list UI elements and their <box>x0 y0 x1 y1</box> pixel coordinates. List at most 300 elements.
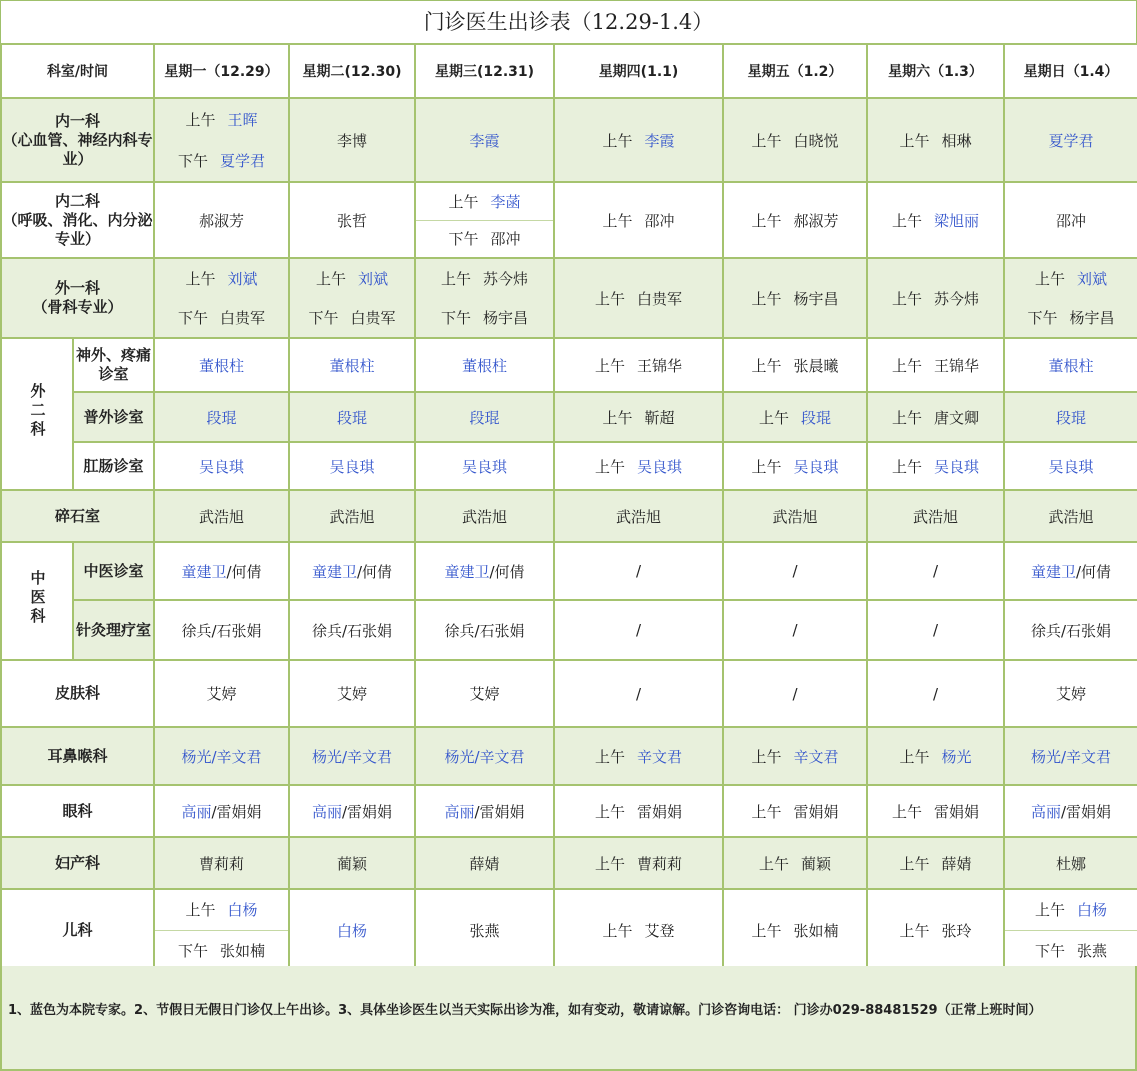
session-label: 上午 <box>751 921 782 940</box>
schedule-cell <box>1004 727 1137 785</box>
doctor-name: 童建卫 <box>311 562 357 581</box>
doctor-name: 雷娟娟 <box>347 802 393 821</box>
doctor-name: 李菡 <box>490 192 521 211</box>
doctor-name: 董根柱 <box>329 356 375 375</box>
session-label: 下午 <box>448 230 479 249</box>
schedule-cell <box>1004 600 1137 660</box>
doctor-name: 杨宇昌 <box>1069 309 1115 327</box>
doctor-name: 蔺颖 <box>801 854 832 873</box>
doctor-name: 张晨曦 <box>793 356 839 375</box>
dept-zhongyi-clinic: 中医诊室 <box>73 542 154 600</box>
row-suishi <box>1 490 1137 542</box>
dept-pifu: 皮肤科 <box>1 660 154 727</box>
doctor-name: 董根柱 <box>461 356 507 375</box>
row-neike2 <box>1 182 1137 258</box>
doctor-name: 童建卫 <box>1030 562 1076 581</box>
schedule-cell <box>154 490 289 542</box>
doctor-name: 艾登 <box>644 921 675 940</box>
schedule-cell <box>1004 660 1137 727</box>
schedule-cell <box>723 392 867 442</box>
schedule-cell <box>867 727 1004 785</box>
doctor-name: 杨光/辛文君 <box>444 747 525 766</box>
dept-shenwai: 神外、疼痛诊室 <box>73 338 154 392</box>
doctor-name: 何倩 <box>1081 562 1112 581</box>
row-fuchan <box>1 837 1137 889</box>
schedule-cell <box>723 837 867 889</box>
schedule-cell <box>154 785 289 837</box>
doctor-name: / <box>635 562 642 580</box>
doctor-name: 白杨 <box>227 901 258 920</box>
am-pm-cell <box>416 183 553 257</box>
doctor-name: 吴良琪 <box>934 457 980 476</box>
doctor-name: 靳超 <box>644 408 675 427</box>
schedule-cell <box>554 837 723 889</box>
doctor-name: 雷娟娟 <box>1066 802 1112 821</box>
doctor-name: 郝淑芳 <box>198 211 244 230</box>
session-label: 上午 <box>602 211 633 230</box>
schedule-cell <box>154 727 289 785</box>
schedule-cell <box>867 338 1004 392</box>
schedule-cell <box>415 837 554 889</box>
schedule-cell <box>867 258 1004 338</box>
separator: / <box>226 562 232 581</box>
doctor-name: 张如楠 <box>220 941 266 960</box>
schedule-cell <box>554 182 723 258</box>
doctor-name: 蔺颖 <box>336 854 367 873</box>
dept-zhenjiu: 针灸理疗室 <box>73 600 154 660</box>
schedule-cell <box>415 660 554 727</box>
doctor-name: 吴良琪 <box>793 457 839 476</box>
schedule-cell <box>289 490 415 542</box>
separator: / <box>489 562 495 581</box>
session-label: 下午 <box>177 941 208 960</box>
header-day-3: 星期三(12.31) <box>415 44 554 98</box>
doctor-name: 杨宇昌 <box>793 289 839 308</box>
session-label: 上午 <box>899 747 930 766</box>
schedule-cell <box>154 338 289 392</box>
row-yan <box>1 785 1137 837</box>
doctor-name: 李博 <box>336 131 367 150</box>
dept-yan: 眼科 <box>1 785 154 837</box>
schedule-cell <box>554 98 723 182</box>
doctor-name: 武浩旭 <box>772 507 818 526</box>
schedule-cell <box>154 182 289 258</box>
session-label: 上午 <box>751 747 782 766</box>
row-neike1 <box>1 98 1137 182</box>
schedule-cell <box>723 182 867 258</box>
schedule-cell <box>289 98 415 182</box>
dept-waike1: 外一科 （骨科专业） <box>1 258 154 338</box>
header-day-2: 星期二(12.30) <box>289 44 415 98</box>
doctor-name: / <box>932 562 939 580</box>
doctor-name: 段琨 <box>336 408 367 427</box>
doctor-name: 张如楠 <box>793 921 839 940</box>
schedule-cell <box>289 785 415 837</box>
doctor-name: 王锦华 <box>934 356 980 375</box>
doctor-name: 艾婷 <box>1055 685 1086 703</box>
session-label: 上午 <box>448 192 479 211</box>
schedule-cell <box>415 785 554 837</box>
doctor-name: 夏学君 <box>1048 131 1094 150</box>
schedule-cell <box>1004 182 1137 258</box>
doctor-name: 段琨 <box>1055 408 1086 427</box>
separator: / <box>356 562 363 581</box>
doctor-name: 何倩 <box>362 562 393 581</box>
doctor-name: 辛文君 <box>637 747 683 766</box>
row-zhongyi <box>1 542 1137 600</box>
session-label: 上午 <box>185 270 216 288</box>
page-title: 门诊医生出诊表（12.29-1.4） <box>0 0 1137 43</box>
schedule-cell <box>867 660 1004 727</box>
schedule-cell <box>154 258 289 338</box>
doctor-name: 吴良琪 <box>461 457 507 476</box>
am-pm-cell <box>155 259 288 337</box>
schedule-cell <box>154 600 289 660</box>
doctor-name: 吴良琪 <box>637 457 683 476</box>
row-waike1 <box>1 258 1137 338</box>
doctor-name: 雷娟娟 <box>934 802 980 821</box>
doctor-name: 徐兵/石张娟 <box>311 621 393 640</box>
row-pifu <box>1 660 1137 727</box>
session-label: 下午 <box>177 152 208 170</box>
session-label: 上午 <box>594 289 625 308</box>
doctor-name: 段琨 <box>469 408 500 427</box>
schedule-cell <box>723 442 867 490</box>
doctor-name: 童建卫 <box>444 562 490 581</box>
doctor-name: 苏今炜 <box>934 289 980 308</box>
doctor-name: 白杨 <box>336 921 367 940</box>
session-label: 下午 <box>1034 941 1065 960</box>
dept-zhongyi <box>1 542 73 660</box>
schedule-cell <box>415 338 554 392</box>
footer-note: 1、蓝色为本院专家。2、节假日无假日门诊仅上午出诊。3、具体坐诊医生以当天实际出诊为准，如有变动，敬请谅解。门诊咨询电话： 门诊办029-88481529（正常上班时间） <box>0 966 1137 1071</box>
doctor-name: 白晓悦 <box>793 131 839 150</box>
schedule-cell <box>867 600 1004 660</box>
doctor-name: 杨光/辛文君 <box>181 747 262 766</box>
dept-neike1: 内一科 （心血管、神经内科专业） <box>1 98 154 182</box>
doctor-name: 段琨 <box>206 408 237 427</box>
doctor-name: 徐兵/石张娟 <box>181 621 262 640</box>
session-label: 上午 <box>594 802 625 821</box>
row-zhenjiu <box>1 600 1137 660</box>
doctor-name: 董根柱 <box>198 356 244 375</box>
session-label: 上午 <box>758 854 789 873</box>
doctor-name: 李霞 <box>644 131 675 150</box>
doctor-name: 张燕 <box>469 921 500 940</box>
schedule-cell <box>289 837 415 889</box>
doctor-name: 邵冲 <box>644 211 675 230</box>
schedule-cell <box>154 442 289 490</box>
schedule-cell <box>723 727 867 785</box>
am-pm-cell <box>1005 259 1137 337</box>
schedule-cell <box>554 889 723 971</box>
am-pm-cell <box>1005 890 1137 970</box>
schedule-cell <box>867 98 1004 182</box>
session-label: 上午 <box>751 457 782 476</box>
doctor-name: 邵冲 <box>490 230 521 249</box>
schedule-cell <box>723 600 867 660</box>
doctor-name: 刘斌 <box>227 270 258 288</box>
schedule-cell <box>723 889 867 971</box>
session-label: 上午 <box>899 131 930 150</box>
dept-waike2 <box>1 338 73 490</box>
doctor-name: 武浩旭 <box>329 507 375 526</box>
separator: / <box>474 802 480 821</box>
doctor-name: 张燕 <box>1077 941 1108 960</box>
schedule-cell <box>554 392 723 442</box>
dept-puwai: 普外诊室 <box>73 392 154 442</box>
schedule-cell <box>1004 338 1137 392</box>
separator: / <box>341 802 348 821</box>
am-pm-cell <box>290 259 414 337</box>
doctor-name: 吴良琪 <box>198 457 244 476</box>
schedule-cell <box>289 600 415 660</box>
schedule-cell <box>415 727 554 785</box>
doctor-name: 邵冲 <box>1055 211 1086 230</box>
doctor-name: 杨光/辛文君 <box>311 747 393 766</box>
schedule-cell <box>415 442 554 490</box>
session-label: 上午 <box>594 457 625 476</box>
doctor-name: 夏学君 <box>220 152 266 170</box>
doctor-name: / <box>635 684 642 703</box>
doctor-name: 艾婷 <box>469 685 500 703</box>
doctor-name: 董根柱 <box>1048 356 1094 375</box>
schedule-cell <box>554 542 723 600</box>
session-label: 上午 <box>751 356 782 375</box>
row-puwai <box>1 392 1137 442</box>
schedule-cell <box>867 889 1004 971</box>
schedule-cell <box>1004 542 1137 600</box>
session-label: 上午 <box>891 211 922 230</box>
session-label: 上午 <box>758 408 789 427</box>
schedule-cell <box>289 338 415 392</box>
doctor-name: 李霞 <box>469 131 500 150</box>
doctor-name: 薛婧 <box>469 854 500 873</box>
schedule-cell <box>415 600 554 660</box>
session-label: 上午 <box>1034 270 1065 288</box>
schedule-cell <box>415 490 554 542</box>
schedule-cell <box>154 392 289 442</box>
header-day-4: 星期四(1.1) <box>554 44 723 98</box>
schedule-table <box>0 43 1137 972</box>
doctor-name: 高丽 <box>1030 802 1061 821</box>
session-label: 上午 <box>594 356 625 375</box>
schedule-cell <box>1004 785 1137 837</box>
doctor-name: 武浩旭 <box>198 507 244 526</box>
separator: / <box>211 802 217 821</box>
dept-erbi: 耳鼻喉科 <box>1 727 154 785</box>
doctor-name: 杨宇昌 <box>483 309 529 327</box>
session-label: 上午 <box>602 921 633 940</box>
schedule-cell <box>289 542 415 600</box>
schedule-cell <box>289 258 415 338</box>
doctor-name: 杨光 <box>941 747 972 766</box>
schedule-cell <box>867 182 1004 258</box>
dept-waike2-label: 外二科 <box>28 383 47 440</box>
dept-neike2: 内二科 （呼吸、消化、内分泌专业） <box>1 182 154 258</box>
schedule-cell <box>554 258 723 338</box>
schedule-cell <box>723 542 867 600</box>
doctor-name: 武浩旭 <box>615 507 661 526</box>
doctor-name: 薛婧 <box>941 854 972 873</box>
schedule-cell <box>289 889 415 971</box>
dept-gangchang: 肛肠诊室 <box>73 442 154 490</box>
schedule-cell <box>867 490 1004 542</box>
doctor-name: 吴良琪 <box>329 457 375 476</box>
doctor-name: 雷娟娟 <box>637 802 683 821</box>
schedule-cell <box>289 392 415 442</box>
session-label: 上午 <box>891 408 922 427</box>
row-erke <box>1 889 1137 971</box>
doctor-name: 王锦华 <box>637 356 683 375</box>
doctor-name: 梁旭丽 <box>934 211 980 230</box>
schedule-cell <box>723 660 867 727</box>
session-label: 上午 <box>1034 901 1065 920</box>
doctor-name: 白贵军 <box>637 289 683 308</box>
doctor-name: 武浩旭 <box>461 507 507 526</box>
session-label: 上午 <box>751 802 782 821</box>
doctor-name: 艾婷 <box>206 685 237 703</box>
am-pm-cell <box>416 259 553 337</box>
doctor-name: 杜娜 <box>1055 854 1086 873</box>
session-label: 上午 <box>594 854 625 873</box>
doctor-name: 杨光/辛文君 <box>1030 747 1112 766</box>
schedule-cell <box>723 98 867 182</box>
schedule-cell <box>415 889 554 971</box>
schedule-cell <box>1004 442 1137 490</box>
session-label: 上午 <box>891 289 922 308</box>
session-label: 上午 <box>440 270 471 288</box>
doctor-name: 张哲 <box>336 211 367 230</box>
schedule-cell <box>723 490 867 542</box>
doctor-name: / <box>792 684 798 703</box>
schedule-cell <box>867 837 1004 889</box>
schedule-cell <box>554 442 723 490</box>
schedule-cell <box>154 98 289 182</box>
schedule-cell <box>1004 889 1137 971</box>
am-pm-cell <box>155 890 288 970</box>
schedule-cell <box>1004 837 1137 889</box>
schedule-cell <box>554 785 723 837</box>
header-day-1: 星期一（12.29） <box>154 44 289 98</box>
doctor-name: 高丽 <box>181 802 212 821</box>
session-label: 上午 <box>891 802 922 821</box>
session-label: 上午 <box>751 289 782 308</box>
doctor-name: 何倩 <box>231 562 262 581</box>
doctor-name: 唐文卿 <box>934 408 980 427</box>
schedule-cell <box>554 338 723 392</box>
separator: / <box>1075 562 1082 581</box>
doctor-name: 苏今炜 <box>483 270 529 288</box>
schedule-cell <box>1004 98 1137 182</box>
schedule-cell <box>154 660 289 727</box>
doctor-name: 武浩旭 <box>1048 507 1094 526</box>
schedule-cell <box>554 490 723 542</box>
doctor-name: 吴良琪 <box>1048 457 1094 476</box>
schedule-cell <box>723 258 867 338</box>
schedule-cell <box>723 338 867 392</box>
am-pm-cell <box>155 99 288 181</box>
row-erbi <box>1 727 1137 785</box>
session-label: 上午 <box>751 211 782 230</box>
doctor-name: 张玲 <box>941 921 972 940</box>
doctor-name: 高丽 <box>311 802 342 821</box>
doctor-name: 雷娟娟 <box>216 802 262 821</box>
doctor-name: / <box>932 684 939 703</box>
doctor-name: 雷娟娟 <box>793 802 839 821</box>
header-dept-time: 科室/时间 <box>1 44 154 98</box>
doctor-name: 刘斌 <box>1077 270 1108 288</box>
schedule-cell <box>415 182 554 258</box>
session-label: 上午 <box>594 747 625 766</box>
schedule-cell <box>415 542 554 600</box>
schedule-cell <box>723 785 867 837</box>
session-label: 上午 <box>751 131 782 150</box>
row-shenwai <box>1 338 1137 392</box>
session-label: 上午 <box>185 901 216 920</box>
doctor-name: 童建卫 <box>181 562 227 581</box>
doctor-name: / <box>792 621 798 639</box>
schedule-cell <box>289 442 415 490</box>
doctor-name: 曹莉莉 <box>198 854 244 873</box>
session-label: 下午 <box>440 309 471 327</box>
session-label: 下午 <box>1027 309 1058 327</box>
header-day-7: 星期日（1.4） <box>1004 44 1137 98</box>
schedule-cell <box>289 182 415 258</box>
session-label: 下午 <box>177 309 208 327</box>
schedule-cell <box>554 727 723 785</box>
row-gangchang <box>1 442 1137 490</box>
doctor-name: 徐兵/石张娟 <box>444 621 525 640</box>
doctor-name: 王晖 <box>227 111 258 129</box>
schedule-cell <box>867 442 1004 490</box>
schedule-cell <box>289 727 415 785</box>
schedule-cell <box>867 785 1004 837</box>
schedule-cell <box>1004 392 1137 442</box>
doctor-name: 相琳 <box>941 131 972 150</box>
doctor-name: 艾婷 <box>336 685 367 703</box>
doctor-name: 白贵军 <box>350 309 396 327</box>
doctor-name: / <box>932 621 939 639</box>
schedule-cell <box>415 98 554 182</box>
doctor-name: 雷娟娟 <box>479 802 525 821</box>
schedule-cell <box>289 660 415 727</box>
header-day-6: 星期六（1.3） <box>867 44 1004 98</box>
schedule-cell <box>554 660 723 727</box>
doctor-name: / <box>635 621 642 639</box>
dept-suishi: 碎石室 <box>1 490 154 542</box>
session-label: 上午 <box>185 111 216 129</box>
doctor-name: 白贵军 <box>220 309 266 327</box>
session-label: 下午 <box>308 309 339 327</box>
header-day-5: 星期五（1.2） <box>723 44 867 98</box>
schedule-cell <box>867 542 1004 600</box>
separator: / <box>1060 802 1067 821</box>
schedule-cell <box>415 258 554 338</box>
doctor-name: / <box>792 562 798 580</box>
schedule-cell <box>554 600 723 660</box>
session-label: 上午 <box>899 854 930 873</box>
session-label: 上午 <box>891 356 922 375</box>
session-label: 上午 <box>602 131 633 150</box>
doctor-name: 武浩旭 <box>912 507 958 526</box>
doctor-name: 段琨 <box>801 408 832 427</box>
dept-fuchan: 妇产科 <box>1 837 154 889</box>
session-label: 上午 <box>602 408 633 427</box>
dept-erke: 儿科 <box>1 889 154 971</box>
schedule-cell <box>154 837 289 889</box>
doctor-name: 徐兵/石张娟 <box>1030 621 1112 640</box>
